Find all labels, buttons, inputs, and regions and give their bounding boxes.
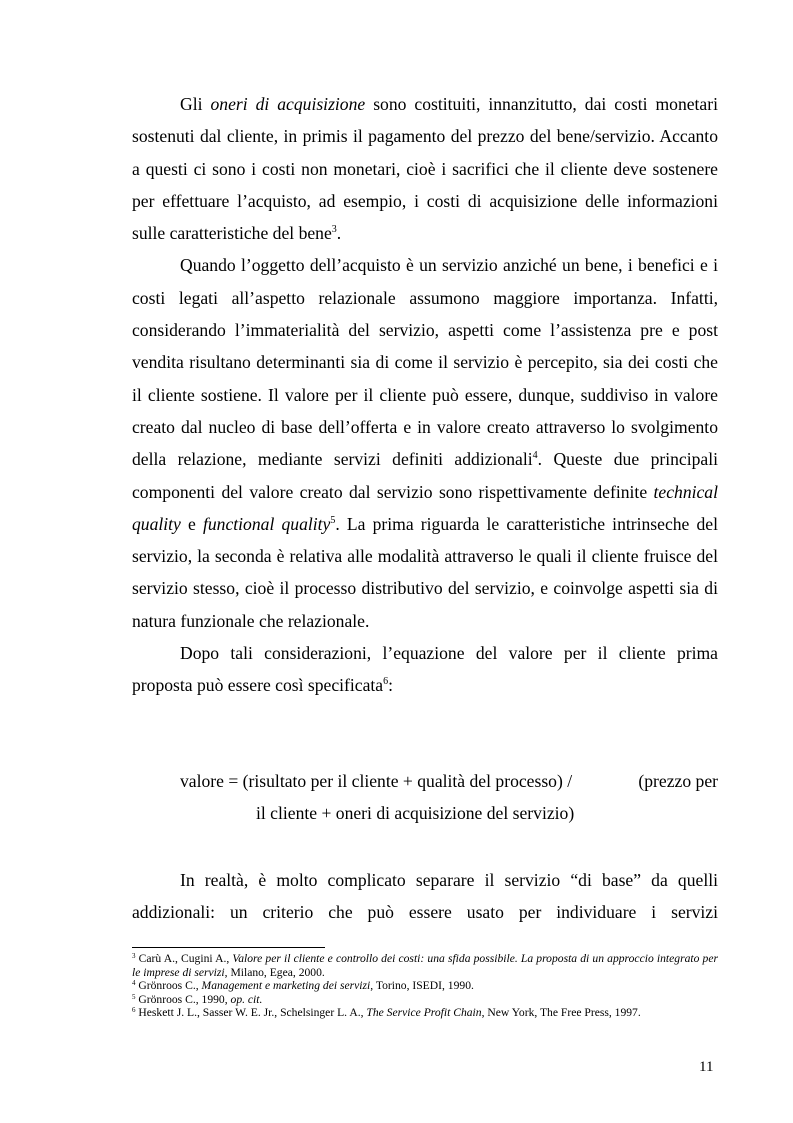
equation-line [132,797,718,829]
footnote [132,1006,718,1020]
footnote-number: 5 [132,992,136,1001]
equation-left: valore = (risultato per il cliente + qualità del processo) / [180,771,573,791]
italic-title: The Service Profit Chain [366,1006,482,1020]
footnote-separator [132,947,325,948]
paragraph [132,249,718,637]
text-run: , New York, The Free Press, 1997. [481,1006,641,1020]
italic-term: functional quality [202,513,331,534]
text-run: , Milano, Egea, 2000. [224,965,325,979]
italic-title: Valore per il cliente e controllo dei costi: una sfida possibile. La proposta di un approccio integrato per le imprese di servizi [132,952,719,979]
footnote-number: 3 [132,952,136,960]
footnote-ref: 5 [330,514,336,526]
page-number: 11 [699,1059,714,1075]
paragraph [132,88,718,249]
footnote-ref: 3 [331,224,337,236]
equation-continuation: il cliente + oneri di acquisizione del servizio) [256,803,575,824]
equation-line [132,765,718,797]
paragraph: In realtà, è molto complicato separare il servizio “di base” da quelli addizionali: un criterio che può essere usato per individuare i servizi [132,870,718,923]
text-run: Gli [180,94,211,114]
main-text-continued [132,864,718,929]
text-run: Grönroos C., 1990, [135,992,231,1006]
text-run: Quando l’oggetto dell’acquisto è un servizio anziché un bene, i benefici e i costi legati all’aspetto relazionale assumono maggiore importanza. Infatti, considerando l’immaterialità del servizio, aspetti come l’assistenza pre e post vendita risultano determinanti sia di come il servizio è percepito, sia dei costi che il cliente sostiene. Il valore per il cliente può essere, dunque, suddiviso in valore creato dal nucleo di base dell’offerta e in valore creato attraverso lo svolgimento della relazione, mediante servizi definiti addizionali [132,255,718,470]
italic-term: oneri di acquisizione [210,94,366,114]
text-run: . [336,223,342,244]
text-run: , Torino, ISEDI, 1990. [370,979,474,993]
text-run: Carù A., Cugini A., [135,952,233,965]
italic-title: Management e marketing dei servizi [201,979,371,993]
text-run: e [180,513,203,534]
paragraph [132,637,718,702]
italic-term: technical quality [132,481,718,534]
text-run: : [388,675,393,696]
footnote [132,952,718,979]
footnote-ref: 6 [383,676,389,688]
text-run: Heskett J. L., Sasser W. E. Jr., Schelsinger L. A., [135,1006,367,1020]
footnote [132,993,718,1007]
footnote-number: 4 [132,979,136,988]
footnote-number: 6 [132,1006,136,1015]
footnote [132,979,718,993]
value-equation [132,765,718,830]
text-run: Dopo tali considerazioni, l’equazione del valore per il cliente prima proposta può essere così specificata [132,643,718,696]
text-run: Grönroos C., [135,979,202,993]
footnote-ref: 4 [532,450,538,462]
text-run: . Queste due principali componenti del valore creato dal servizio sono rispettivamente definite [132,449,718,502]
text-run: sono costituiti, innanzitutto, dai costi monetari sostenuti dal cliente, in primis il pagamento del prezzo del bene/servizio. Accanto a questi ci sono i costi non monetari, cioè i sacrifici che il cliente deve sostenere per effettuare l’acquisto, ad esempio, i costi di acquisizione delle informazioni sulle caratteristiche del bene [132,94,718,244]
text-run: . La prima riguarda le caratteristiche intrinseche del servizio, la seconda è relativa alle modalità attraverso le quali il cliente fruisce del servizio stesso, cioè il processo distributivo del servizio, e coinvolge aspetti sia di natura funzionale che relazionale. [132,513,719,631]
italic-title: op. cit. [230,992,263,1006]
equation-right: (prezzo per [638,771,718,791]
main-text [132,88,718,702]
footnotes [132,952,718,1020]
